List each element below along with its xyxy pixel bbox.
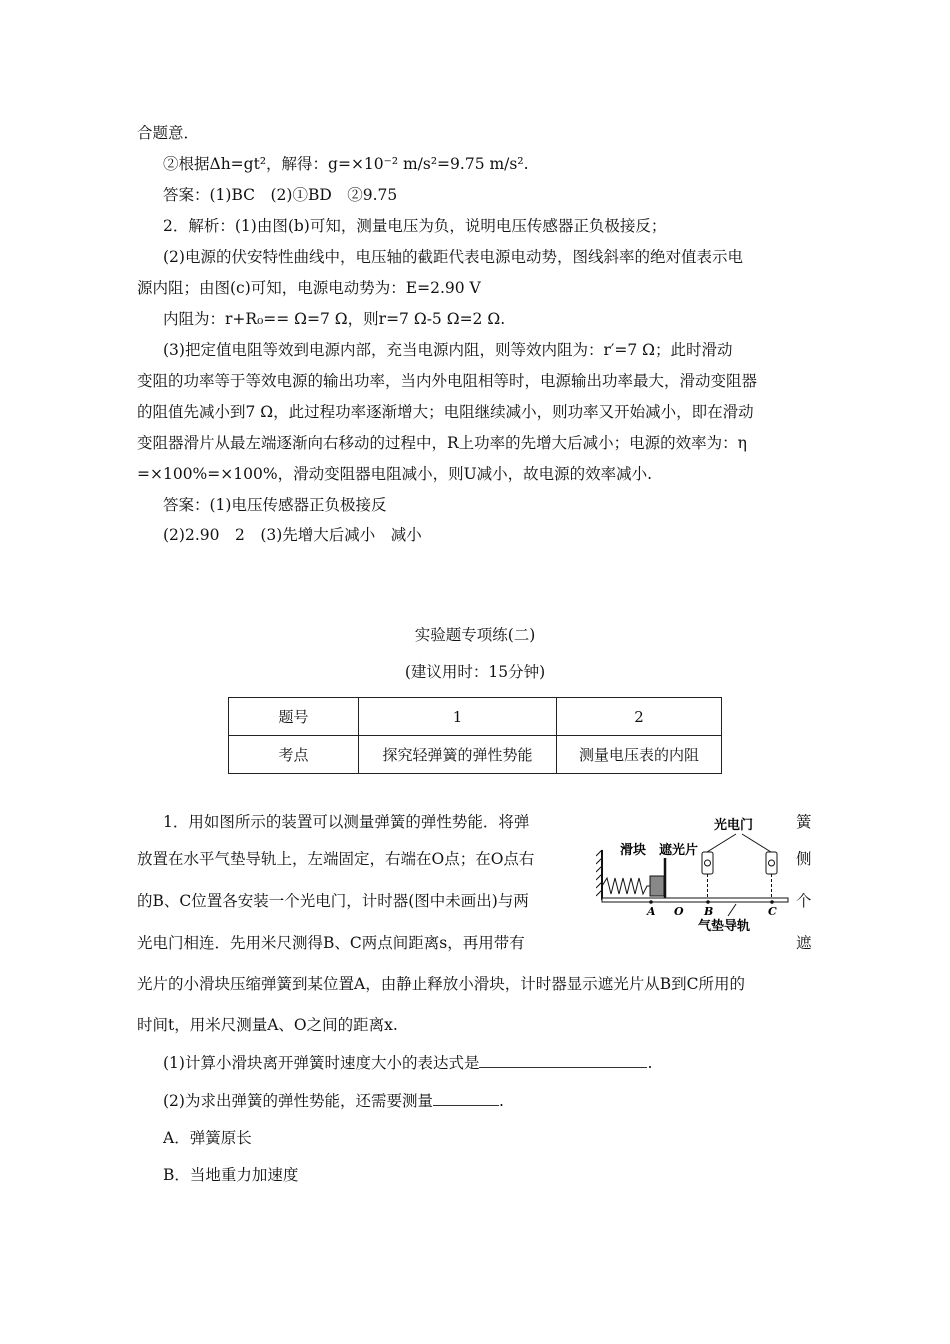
section-subtitle: (建议用时：15分钟) (404, 663, 546, 681)
label-rail: 气垫导轨 (698, 919, 751, 934)
question-1-line-3: 的B、C位置各安装一个光电门，计时器(图中未画出)与两 (137, 892, 529, 910)
photogate-c (766, 852, 777, 898)
label-point-o: O (674, 905, 684, 918)
photogate-b (702, 852, 713, 898)
option-a: A．弹簧原长 (163, 1129, 252, 1147)
table-row (229, 736, 722, 774)
sub-1-end: . (647, 1054, 653, 1072)
air-track (602, 898, 788, 902)
label-shade: 遮光片 (659, 843, 699, 858)
table-cell: 探究轻弹簧的弹性势能 (359, 736, 557, 774)
gate-pointer-c (742, 834, 771, 852)
label-gate: 光电门 (714, 818, 754, 833)
question-1-sub-2 (163, 1091, 504, 1111)
table-cell: 题号 (229, 698, 359, 736)
label-point-a: A (647, 905, 656, 918)
table-cell: 2 (557, 698, 722, 736)
sub-2-text: (2)为求出弹簧的弹性势能，还需要测量 (163, 1092, 433, 1110)
solution-3-line-3: 的阻值先减小到7 Ω，此过程功率逐渐增大；电阻继续减小，则功率又开始减小，即在滑动 (137, 403, 754, 421)
answer-blank-1[interactable] (479, 1053, 647, 1068)
question-1-line-4: 光电门相连．先用米尺测得B、C两点间距离s，再用带有 (137, 934, 525, 952)
question-1-line-2-end: 侧 (796, 850, 812, 868)
point-a-dot (649, 900, 653, 904)
air-track-diagram (596, 812, 792, 934)
question-1-line-1: 1．用如图所示的装置可以测量弹簧的弹性势能．将弹 (163, 813, 530, 831)
solution-3-line-4: 变阻器滑片从最左端逐渐向右移动的过程中，R上功率的先增大后减小；电源的效率为：η (137, 434, 747, 452)
label-point-b: B (704, 905, 714, 918)
solution-2-line-3: 源内阻；由图(c)可知，电源电动势为：E=2.90 V (137, 279, 481, 297)
solution-3-line-5: =×100%=×100%，滑动变阻器电阻减小，则U减小，故电源的效率减小. (137, 465, 653, 483)
answer-blank-2[interactable] (433, 1091, 499, 1106)
question-1-line-2: 放置在水平气垫导轨上，左端固定，右端在O点；在O点右 (137, 850, 535, 868)
table-cell: 1 (359, 698, 557, 736)
sub-1-text: (1)计算小滑块离开弹簧时速度大小的表达式是 (163, 1054, 480, 1072)
question-1-line-5: 光片的小滑块压缩弹簧到某位置A，由静止释放小滑块，计时器显示遮光片从B到C所用的 (137, 975, 745, 993)
slider-block (650, 876, 664, 896)
point-b-dot (706, 900, 710, 904)
question-1-line-3-end: 个 (796, 892, 812, 910)
label-slider: 滑块 (620, 843, 647, 858)
gate-pointer-b (707, 834, 736, 852)
solution-line-fit: 合题意． (137, 124, 200, 142)
question-1-sub-1 (163, 1053, 652, 1073)
answer-1: 答案：(1)BC (2)①BD ②9.75 (163, 186, 398, 204)
rail-pointer (728, 904, 736, 916)
solution-3-line-2: 变阻的功率等于等效电源的输出功率，当内外电阻相等时，电源输出功率最大，滑动变阻器 (137, 372, 758, 390)
point-c-dot (770, 900, 774, 904)
solution-line-g: ②根据Δh=gt²，解得：g=×10⁻² m/s²=9.75 m/s². (163, 155, 529, 173)
table-row (229, 698, 722, 736)
table-cell: 测量电压表的内阻 (557, 736, 722, 774)
sub-2-end: . (498, 1092, 504, 1110)
question-1-line-6: 时间t，用米尺测量A、O之间的距离x. (137, 1016, 398, 1034)
answer-2-line-2: (2)2.90 2 (3)先增大后减小 减小 (163, 526, 422, 544)
table-cell: 考点 (229, 736, 359, 774)
label-point-c: C (768, 905, 777, 918)
solution-3-line-1: (3)把定值电阻等效到电源内部，充当电源内阻，则等效内阻为：r′=7 Ω；此时滑动 (163, 341, 733, 359)
solution-2-line-4: 内阻为：r+R₀== Ω=7 Ω，则r=7 Ω-5 Ω=2 Ω. (163, 310, 506, 328)
question-1-line-1-end: 簧 (796, 813, 812, 831)
topic-table (228, 697, 722, 774)
solution-2-line-2: (2)电源的伏安特性曲线中，电压轴的截距代表电源电动势，图线斜率的绝对值表示电 (163, 248, 743, 266)
option-b: B．当地重力加速度 (163, 1166, 299, 1184)
solution-2-line-1: 2．解析：(1)由图(b)可知，测量电压为负，说明电压传感器正负极接反； (163, 217, 667, 235)
answer-2-line-1: 答案：(1)电压传感器正负极接反 (163, 496, 387, 514)
section-title: 实验题专项练(二) (414, 626, 536, 644)
question-1-line-4-end: 遮 (796, 934, 812, 952)
spring (602, 878, 650, 894)
